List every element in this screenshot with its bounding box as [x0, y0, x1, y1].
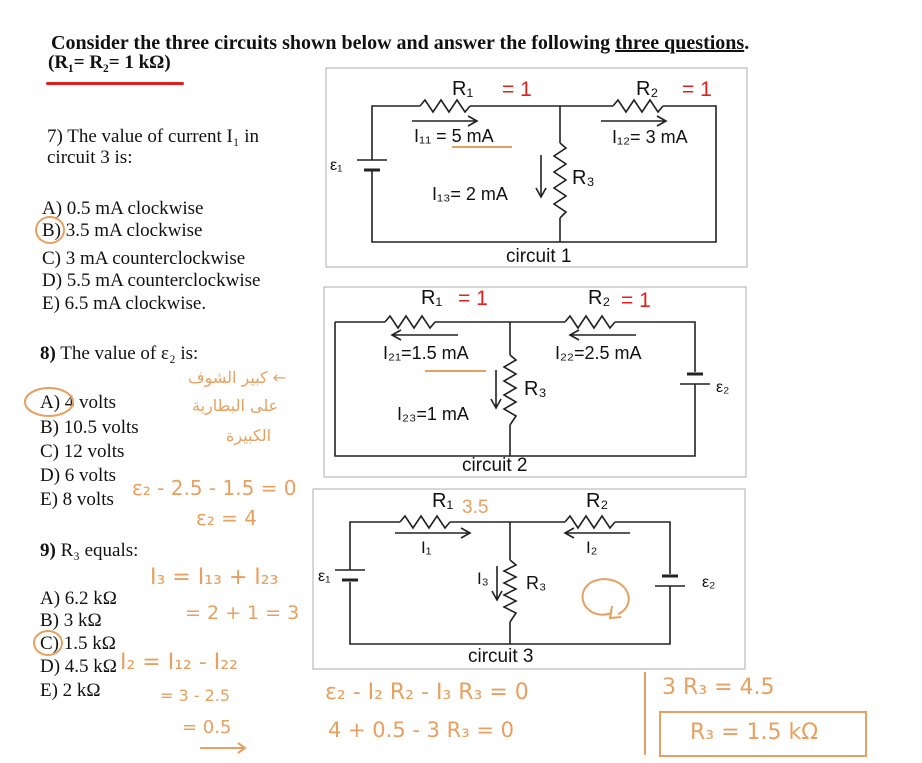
i2-label: I₂ — [586, 538, 598, 557]
hw-kvl-2: 4 + 0.5 - 3 R₃ = 0 — [328, 718, 514, 742]
circuit-2 — [324, 287, 746, 477]
hw-c3-r1: 3.5 — [462, 497, 489, 518]
hw-c2-r1: = 1 — [458, 287, 488, 310]
circuit-1-caption: circuit 1 — [506, 246, 572, 267]
r2-resistor-c2 — [565, 316, 615, 328]
hw-arabic-3: الكبيرة — [226, 426, 272, 445]
hw-q9-eq1: I₃ = I₁₃ + I₂₃ — [150, 565, 279, 590]
i21-label: I₂₁=1.5 mA — [383, 343, 469, 363]
i3-result-underline-arrow — [200, 743, 245, 753]
q7-text: The value of current I₁ in — [67, 126, 260, 147]
q7-option-e: E) 6.5 mA clockwise. — [42, 293, 207, 314]
hw-q9-eq5: = 0.5 — [182, 717, 232, 738]
emf2-label-c3: ε₂ — [702, 574, 716, 591]
circuit-3-wires — [350, 522, 670, 644]
i1-arrow — [395, 528, 470, 538]
hw-q8-eq1: ε₂ - 2.5 - 1.5 = 0 — [132, 476, 297, 500]
q9-option-b: B) 3 kΩ — [40, 610, 102, 631]
emf2-label-c2: ε₂ — [716, 379, 730, 396]
i2-arrow — [565, 528, 630, 538]
i11-arrow — [412, 116, 477, 126]
r3-label-c3: R₃ — [526, 573, 547, 593]
r3-label-c2: R₃ — [524, 378, 547, 400]
i3-arrow — [492, 566, 502, 600]
r2-resistor-c1 — [613, 100, 663, 112]
q8-option-a: A) 4 volts — [40, 392, 116, 413]
r2-label-c2: R₂ — [588, 287, 611, 309]
q8-text: The value of ε₂ is: — [60, 343, 199, 364]
q9-option-d: D) 4.5 kΩ — [40, 656, 117, 677]
hw-arabic-1: ← كبير الشوف — [188, 368, 287, 387]
r1-resistor-c3 — [400, 516, 450, 528]
q7-option-b: B) 3.5 mA clockwise — [42, 220, 203, 241]
i3-label: I₃ — [477, 569, 489, 588]
q9-option-a: A) 6.2 kΩ — [40, 588, 117, 609]
loop-direction-mark — [583, 579, 629, 618]
q8-option-d: D) 6 volts — [40, 465, 116, 486]
hw-kvl-1: ε₂ - I₂ R₂ - I₃ R₃ = 0 — [325, 680, 529, 705]
q7-line2: circuit 3 is: — [47, 147, 133, 168]
hw-arabic-2: على البطارية — [192, 396, 279, 415]
circuit-3-caption: circuit 3 — [468, 646, 534, 667]
r2-label-c1: R₂ — [636, 78, 659, 100]
q7-number: 7) — [47, 126, 63, 147]
hw-q9-eq4: = 3 - 2.5 — [160, 686, 231, 705]
i22-label: I₂₂=2.5 mA — [555, 343, 642, 363]
i13-label: I₁₃= 2 mA — [432, 184, 508, 204]
instructions-text: Consider the three circuits shown below and answer the following — [51, 32, 616, 54]
i13-arrow — [536, 155, 546, 197]
r1-resistor-c1 — [420, 100, 470, 112]
q8-number: 8) — [40, 343, 56, 364]
hw-c1-r1: = 1 — [502, 78, 532, 101]
instructions-period: . — [744, 32, 750, 54]
i12-label: I₁₂= 3 mA — [612, 127, 688, 147]
q8-option-e: E) 8 volts — [40, 489, 114, 510]
r3-label-c1: R₃ — [572, 167, 595, 189]
q7-option-a: A) 0.5 mA clockwise — [42, 198, 204, 219]
r1-label-c2: R₁ — [421, 287, 443, 309]
emf1-label-c3: ε₁ — [318, 568, 331, 585]
i12-arrow — [601, 116, 666, 126]
i11-label: I₁₁ = 5 mA — [414, 126, 494, 146]
q7-option-c: C) 3 mA counterclockwise — [42, 248, 246, 269]
r2-resistor-c3 — [565, 516, 615, 528]
i21-arrow — [392, 330, 458, 340]
i23-arrow — [491, 370, 501, 408]
circuit-2-caption: circuit 2 — [462, 455, 528, 476]
q9-option-c: C) 1.5 kΩ — [40, 633, 116, 654]
q7-option-d: D) 5.5 mA counterclockwise — [42, 270, 261, 291]
hw-q8-eq2: ε₂ = 4 — [196, 506, 258, 530]
q8-option-b: B) 10.5 volts — [40, 417, 139, 438]
instructions-underlined: three questions — [615, 32, 745, 54]
r2-label-c3: R₂ — [586, 490, 609, 512]
r3-resistor-c2 — [504, 355, 516, 425]
hw-q9-eq3: I₂ = I₁₂ - I₂₂ — [120, 650, 238, 675]
hw-kvl-3: 3 R₃ = 4.5 — [662, 675, 775, 700]
r3-resistor-c3 — [504, 560, 516, 622]
q9-number: 9) — [40, 540, 56, 561]
r3-resistor-c1 — [554, 143, 566, 218]
q9-option-e: E) 2 kΩ — [40, 680, 101, 701]
q8-option-c: C) 12 volts — [40, 441, 125, 462]
hw-final-answer: R₃ = 1.5 kΩ — [690, 720, 819, 745]
r1-label-c1: R₁ — [452, 78, 474, 100]
q9-text: R₃ equals: — [60, 540, 139, 561]
r1-resistor-c2 — [385, 316, 435, 328]
hw-q9-eq2: = 2 + 1 = 3 — [185, 602, 300, 624]
given-values: (R₁= R₂= 1 kΩ) — [48, 52, 171, 73]
circuit-3 — [313, 489, 745, 669]
emf1-label-c1: ε₁ — [330, 157, 343, 174]
hw-c1-r2: = 1 — [682, 78, 712, 101]
hw-c2-r2: = 1 — [621, 289, 651, 312]
i22-arrow — [570, 330, 636, 340]
i1-label: I₁ — [421, 538, 432, 557]
i23-label: I₂₃=1 mA — [397, 404, 469, 424]
r1-label-c3: R₁ — [432, 490, 454, 512]
